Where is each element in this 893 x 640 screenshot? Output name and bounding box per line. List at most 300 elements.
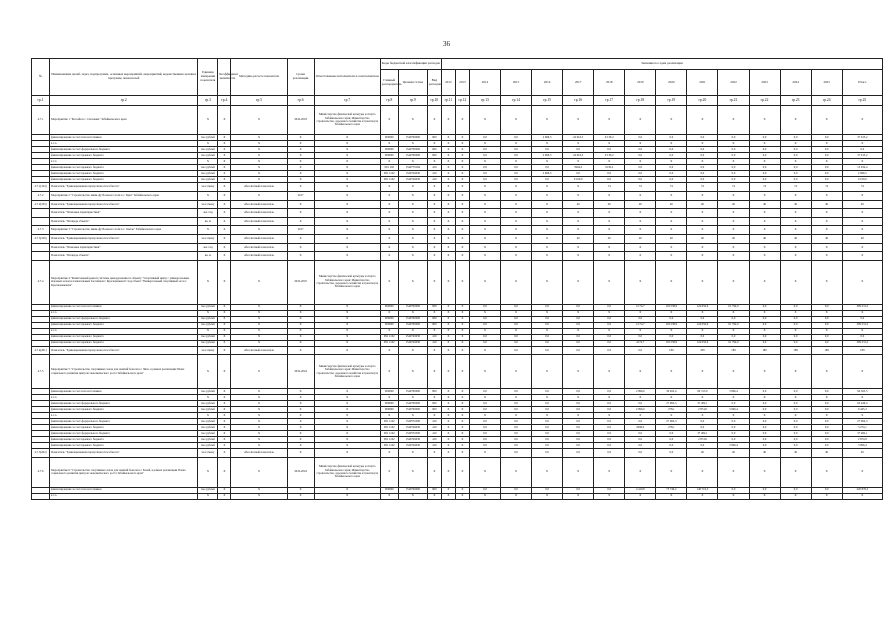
cell-year-value: 0,0	[469, 487, 500, 493]
cell-csr: 1540749030	[398, 334, 427, 340]
cell-year-value: 74	[811, 183, 842, 192]
cell-unit: кв. м	[198, 252, 218, 261]
cell-responsible: X	[314, 183, 380, 192]
cell-unit: X	[198, 493, 218, 499]
cell-year-value: X	[441, 389, 455, 395]
header-year: 2019	[625, 70, 656, 96]
cell-year-value: 189	[718, 346, 749, 355]
cell-year-value: X	[749, 310, 780, 316]
cell-coef: X	[218, 413, 231, 419]
cell-year-value: X	[441, 183, 455, 192]
cell-year-value: X	[441, 217, 455, 226]
cell-name: в т.ч.	[50, 310, 198, 316]
cell-year-value: X	[594, 493, 625, 499]
cell-year-value: 0,0	[469, 171, 500, 177]
cell-total: 74	[842, 183, 882, 192]
cell-period: X	[287, 407, 314, 413]
cell-period: X	[287, 153, 314, 159]
cell-year-value: X	[501, 141, 532, 147]
cell-year-value: 0,0	[718, 487, 749, 493]
column-number: гр.7	[314, 96, 380, 106]
cell-vr: 000	[427, 407, 441, 413]
cell-vr: X	[427, 183, 441, 192]
header-year: 2022	[718, 70, 749, 96]
cell-unit: тыс.рублей	[198, 135, 218, 141]
cell-method: X	[231, 191, 287, 200]
cell-period: X	[287, 419, 314, 425]
cell-method: Абсолютный показатель	[231, 209, 287, 218]
cell-year-value: 74	[687, 183, 718, 192]
cell-number: 4.7.5(262)	[32, 449, 50, 458]
cell-year-value: 0,0	[532, 425, 563, 431]
cell-year-value: X	[718, 141, 749, 147]
cell-grbs: 091 1102	[380, 425, 398, 431]
cell-name: финансирование за счет краевого бюджета	[50, 407, 198, 413]
cell-year-value: X	[625, 209, 656, 218]
cell-year-value: 74	[625, 183, 656, 192]
cell-year-value: 0,0	[811, 135, 842, 141]
cell-coef: X	[218, 449, 231, 458]
cell-year-value: X	[441, 437, 455, 443]
cell-year-value: 0,0	[594, 437, 625, 443]
cell-year-value: 0,0	[594, 171, 625, 177]
cell-year-value: X	[501, 243, 532, 252]
cell-name: финансирование за счет краевого бюджета	[50, 165, 198, 171]
cell-coef: X	[218, 487, 231, 493]
cell-year-value: X	[469, 106, 500, 135]
cell-year-value: 278,1	[656, 425, 687, 431]
cell-coef: X	[218, 141, 231, 147]
cell-coef: X	[218, 147, 231, 153]
cell-vr: 410	[427, 177, 441, 183]
cell-name: Показатель "Единовременная пропускная способность"	[50, 235, 198, 244]
cell-year-value: X	[501, 493, 532, 499]
cell-year-value: 0,0	[532, 437, 563, 443]
cell-year-value: 27 964,3	[656, 419, 687, 425]
cell-year-value: 0,0	[469, 437, 500, 443]
cell-csr: X	[398, 191, 427, 200]
cell-year-value: 0,0	[625, 135, 656, 141]
cell-name: финансирование за счет краевого бюджета	[50, 322, 198, 328]
cell-unit: тыс.рублей	[198, 431, 218, 437]
cell-year-value: 0,0	[594, 304, 625, 310]
cell-year-value: 0,0	[718, 165, 749, 171]
cell-name: в т.ч.	[50, 141, 198, 147]
header-year: 2014	[469, 70, 500, 96]
cell-year-value: X	[441, 443, 455, 449]
cell-coef: X	[218, 334, 231, 340]
cell-year-value: 0,0	[501, 135, 532, 141]
cell-year-value: X	[455, 310, 469, 316]
cell-year-value: 40	[749, 235, 780, 244]
cell-year-value: 2 996,0	[625, 407, 656, 413]
cell-method: X	[231, 165, 287, 171]
cell-year-value: X	[532, 106, 563, 135]
header-year: 2020	[656, 70, 687, 96]
cell-name: Мероприятие 1 "Бассейн в с. Смоленка" Забайкальского края	[50, 106, 198, 135]
cell-year-value: X	[455, 322, 469, 328]
cell-year-value: X	[656, 226, 687, 235]
cell-period: X	[287, 322, 314, 328]
cell-year-value: X	[625, 260, 656, 304]
cell-coef: X	[218, 322, 231, 328]
cell-year-value: X	[532, 200, 563, 209]
cell-year-value: 0,0	[811, 431, 842, 437]
cell-year-value: X	[455, 159, 469, 165]
cell-year-value: 2 966,5	[532, 153, 563, 159]
indicator-row	[32, 243, 883, 252]
cell-year-value: X	[656, 413, 687, 419]
cell-responsible: X	[314, 413, 380, 419]
cell-year-value: X	[811, 191, 842, 200]
cell-vr: 410	[427, 443, 441, 449]
cell-period: X	[287, 235, 314, 244]
cell-year-value: X	[455, 449, 469, 458]
cell-year-value: X	[441, 177, 455, 183]
cell-method: X	[231, 407, 287, 413]
cell-coef: X	[218, 153, 231, 159]
cell-year-value: 0,0	[749, 340, 780, 346]
cell-year-value: 0,0	[718, 334, 749, 340]
cell-year-value: 0,0	[656, 334, 687, 340]
column-number: гр.20	[687, 96, 718, 106]
cell-year-value: X	[469, 493, 500, 499]
cell-year-value: X	[469, 226, 500, 235]
cell-method: X	[231, 443, 287, 449]
cell-year-value: 0,0	[780, 334, 811, 340]
cell-year-value: 0,0	[749, 407, 780, 413]
cell-year-value: X	[563, 106, 594, 135]
cell-year-value: 0,0	[687, 419, 718, 425]
cell-method: X	[231, 153, 287, 159]
indicator-row	[32, 449, 883, 458]
header-year: 2024	[780, 70, 811, 96]
cell-year-value: 0,0	[594, 334, 625, 340]
cell-year-value: 0,0	[749, 389, 780, 395]
financing-row	[32, 493, 883, 499]
cell-year-value: 0,0	[656, 431, 687, 437]
cell-year-value: X	[455, 260, 469, 304]
cell-name: финансирование за счет федерального бюджета	[50, 419, 198, 425]
cell-year-value: X	[811, 395, 842, 401]
cell-method: X	[231, 304, 287, 310]
cell-unit: тыс.рублей	[198, 443, 218, 449]
cell-year-value: X	[532, 217, 563, 226]
cell-name: финансирование за счет краевого бюджета	[50, 334, 198, 340]
cell-year-value: 0,0	[625, 431, 656, 437]
cell-vr: 410	[427, 340, 441, 346]
cell-total: X	[842, 395, 882, 401]
cell-year-value: X	[532, 209, 563, 218]
cell-year-value: 0,0	[501, 487, 532, 493]
cell-coef: X	[218, 226, 231, 235]
header-year: 2025	[811, 70, 842, 96]
cell-year-value: 0,0	[780, 407, 811, 413]
cell-period: X	[287, 413, 314, 419]
cell-coef: X	[218, 217, 231, 226]
cell-grbs: 000000	[380, 153, 398, 159]
cell-total: 2 874,8	[842, 437, 882, 443]
cell-year-value: 0,0	[687, 177, 718, 183]
cell-year-value: 278,1	[656, 407, 687, 413]
cell-year-value: 0,0	[656, 316, 687, 322]
cell-grbs: X	[380, 217, 398, 226]
cell-year-value: X	[441, 355, 455, 389]
cell-year-value: X	[811, 106, 842, 135]
cell-name: Показатель "Единовременная пропускная способность"	[50, 183, 198, 192]
cell-year-value: X	[441, 209, 455, 218]
cell-year-value: 0,0	[625, 147, 656, 153]
cell-name: Мероприятие 5 "Строительство спортивных залов для занятий боксом в г. Чите, в рамках реализации Плана социального развития центров экономического роста Забайкальского края"	[50, 355, 198, 389]
cell-year-value: X	[687, 493, 718, 499]
cell-year-value: X	[718, 310, 749, 316]
cell-year-value: 0,0	[749, 135, 780, 141]
cell-year-value: X	[455, 316, 469, 322]
cell-total: 40	[842, 200, 882, 209]
cell-name: финансирование за счет всех источников	[50, 135, 198, 141]
column-number: гр.14	[501, 96, 532, 106]
cell-vr: 410	[427, 419, 441, 425]
cell-year-value: 40	[780, 449, 811, 458]
cell-year-value: X	[441, 401, 455, 407]
cell-year-value: 0,0	[563, 147, 594, 153]
column-number: гр.9	[398, 96, 427, 106]
cell-year-value: 0,0	[749, 165, 780, 171]
cell-year-value: X	[441, 395, 455, 401]
cell-coef: X	[218, 419, 231, 425]
cell-year-value: 2 966,5	[532, 171, 563, 177]
cell-year-value: X	[563, 183, 594, 192]
cell-name: финансирование за счет федерального бюджета	[50, 147, 198, 153]
cell-total: 2 966,5	[842, 171, 882, 177]
cell-csr: 1540700000	[398, 407, 427, 413]
cell-csr: X	[398, 243, 427, 252]
cell-year-value: X	[441, 235, 455, 244]
cell-period: 2016-2018	[287, 106, 314, 135]
cell-year-value: X	[563, 226, 594, 235]
cell-total: 309 231,2	[842, 322, 882, 328]
header-values-group: Значения по годам реализации	[441, 59, 882, 70]
cell-unit: X	[198, 159, 218, 165]
cell-year-value: X	[656, 260, 687, 304]
cell-year-value: 0,0	[532, 431, 563, 437]
cell-year-value: X	[687, 243, 718, 252]
cell-vr: X	[427, 252, 441, 261]
cell-total: 37 013,2	[842, 153, 882, 159]
cell-year-value: X	[441, 310, 455, 316]
cell-year-value: 30 262,4	[656, 389, 687, 395]
cell-method: X	[231, 334, 287, 340]
cell-year-value: 0,0	[501, 389, 532, 395]
cell-total: 9 100,0	[842, 177, 882, 183]
cell-method: X	[231, 322, 287, 328]
cell-year-value: X	[441, 316, 455, 322]
cell-year-value: 0,0	[811, 389, 842, 395]
column-number: гр.21	[718, 96, 749, 106]
cell-year-value: 40	[780, 200, 811, 209]
cell-year-value: X	[811, 493, 842, 499]
cell-year-value: X	[563, 209, 594, 218]
cell-csr: 1540700000	[398, 135, 427, 141]
cell-year-value: X	[718, 395, 749, 401]
cell-coef: X	[218, 389, 231, 395]
cell-year-value: X	[594, 226, 625, 235]
cell-year-value: 40	[780, 235, 811, 244]
cell-year-value: X	[780, 413, 811, 419]
cell-csr: X	[398, 346, 427, 355]
cell-name: финансирование за счет краевого бюджета	[50, 437, 198, 443]
cell-coef: X	[218, 200, 231, 209]
cell-year-value: 0,0	[749, 443, 780, 449]
cell-period: X	[287, 243, 314, 252]
cell-grbs: 000000	[380, 389, 398, 395]
cell-year-value: 9 130,2	[594, 153, 625, 159]
cell-year-value: X	[441, 328, 455, 334]
cell-year-value: 40	[625, 235, 656, 244]
cell-number	[32, 252, 50, 261]
cell-name: Мероприятие 4 "Капитальный ремонт системы дымоудаления по объекту "Спортивный центр с универсальным игровым залом и плавательным бассейном г. Краснокаменск" под объект "Универсальный спортивный зал в г. Краснокаменске"	[50, 260, 198, 304]
cell-year-value: 0,0	[718, 177, 749, 183]
cell-year-value: X	[563, 493, 594, 499]
cell-unit: X	[198, 141, 218, 147]
cell-year-value: X	[656, 141, 687, 147]
cell-csr: X	[398, 226, 427, 235]
cell-method: X	[231, 389, 287, 395]
cell-total: 9 445,3	[842, 407, 882, 413]
cell-year-value: 0,0	[469, 419, 500, 425]
cell-year-value: X	[469, 191, 500, 200]
cell-grbs: X	[380, 235, 398, 244]
cell-year-value: 0,0	[594, 389, 625, 395]
cell-year-value: X	[811, 141, 842, 147]
cell-grbs: 091 1102	[380, 443, 398, 449]
cell-year-value: X	[687, 106, 718, 135]
cell-year-value: 0,0	[501, 449, 532, 458]
cell-coef: X	[218, 252, 231, 261]
cell-year-value: X	[532, 191, 563, 200]
cell-year-value: X	[780, 209, 811, 218]
cell-year-value: 0,0	[594, 443, 625, 449]
cell-year-value: 0,0	[469, 177, 500, 183]
cell-year-value: 0,0	[780, 153, 811, 159]
cell-number: 4.7.5	[32, 355, 50, 389]
cell-method: Абсолютный показатель	[231, 217, 287, 226]
cell-year-value: X	[749, 226, 780, 235]
cell-year-value: 0,0	[532, 322, 563, 328]
cell-method: X	[231, 177, 287, 183]
cell-year-value: 0,0	[749, 147, 780, 153]
cell-csr: 1540700000	[398, 147, 427, 153]
cell-year-value: X	[501, 457, 532, 487]
cell-coef: X	[218, 235, 231, 244]
cell-csr: X	[398, 395, 427, 401]
cell-year-value: 0,0	[811, 322, 842, 328]
cell-year-value: 0,0	[780, 135, 811, 141]
cell-year-value: 40	[811, 200, 842, 209]
cell-year-value: X	[687, 355, 718, 389]
cell-number	[32, 217, 50, 226]
cell-year-value: 0,0	[811, 304, 842, 310]
cell-year-value: 0,0	[656, 171, 687, 177]
cell-year-value: 0,0	[501, 443, 532, 449]
cell-year-value: 0,0	[501, 171, 532, 177]
cell-year-value: X	[594, 260, 625, 304]
cell-year-value: 0,0	[687, 316, 718, 322]
cell-year-value: 0,0	[501, 340, 532, 346]
cell-year-value: X	[441, 252, 455, 261]
cell-responsible: Министерство физической культуры и спорта Забайкальского края; Министерство строительства, дорожного хозяйства и транспорта Забайкальского края	[314, 260, 380, 304]
cell-year-value: X	[501, 106, 532, 135]
cell-year-value: X	[532, 457, 563, 487]
cell-method: X	[231, 425, 287, 431]
cell-coef: X	[218, 304, 231, 310]
cell-coef: X	[218, 165, 231, 171]
cell-responsible: X	[314, 340, 380, 346]
cell-period: X	[287, 135, 314, 141]
cell-vr: X	[427, 328, 441, 334]
cell-year-value: X	[718, 252, 749, 261]
cell-total: X	[842, 252, 882, 261]
cell-csr: X	[398, 260, 427, 304]
cell-year-value: 0,0	[594, 322, 625, 328]
cell-year-value: 40	[811, 449, 842, 458]
cell-name: финансирование за счет федерального бюджета	[50, 316, 198, 322]
cell-year-value: 0,0	[625, 437, 656, 443]
indicator-row	[32, 235, 883, 244]
cell-grbs: 000000	[380, 316, 398, 322]
cell-year-value: X	[455, 141, 469, 147]
cell-year-value: X	[469, 235, 500, 244]
cell-year-value: X	[780, 159, 811, 165]
column-number: гр.12	[455, 96, 469, 106]
cell-year-value: 0,0	[469, 147, 500, 153]
cell-coef: X	[218, 355, 231, 389]
cell-year-value: X	[780, 493, 811, 499]
cell-year-value: X	[501, 260, 532, 304]
cell-year-value: X	[455, 389, 469, 395]
activity-row	[32, 355, 883, 389]
cell-method: X	[231, 147, 287, 153]
cell-year-value: 0,0	[749, 437, 780, 443]
cell-year-value: X	[811, 243, 842, 252]
cell-year-value: X	[469, 346, 500, 355]
cell-period: X	[287, 401, 314, 407]
cell-vr: 000	[427, 153, 441, 159]
cell-responsible: X	[314, 493, 380, 499]
cell-year-value: X	[469, 217, 500, 226]
cell-year-value: 0,0	[625, 346, 656, 355]
cell-year-value: X	[811, 457, 842, 487]
cell-name: финансирование за счет краевого бюджета	[50, 340, 198, 346]
cell-year-value: 0,0	[594, 425, 625, 431]
cell-year-value: X	[811, 217, 842, 226]
cell-year-value: X	[532, 328, 563, 334]
cell-vr: 000	[427, 487, 441, 493]
cell-year-value: 0,0	[501, 322, 532, 328]
cell-coef: X	[218, 260, 231, 304]
cell-unit: тыс.рублей	[198, 304, 218, 310]
cell-year-value: 0,0	[780, 340, 811, 346]
cell-year-value: X	[469, 328, 500, 334]
cell-year-value: X	[749, 159, 780, 165]
cell-grbs: X	[380, 310, 398, 316]
cell-year-value: X	[594, 159, 625, 165]
cell-year-value: 0,0	[469, 316, 500, 322]
cell-year-value: X	[780, 191, 811, 200]
cell-grbs: X	[380, 457, 398, 487]
cell-year-value: 0,0	[625, 449, 656, 458]
cell-unit: тыс.рублей	[198, 153, 218, 159]
